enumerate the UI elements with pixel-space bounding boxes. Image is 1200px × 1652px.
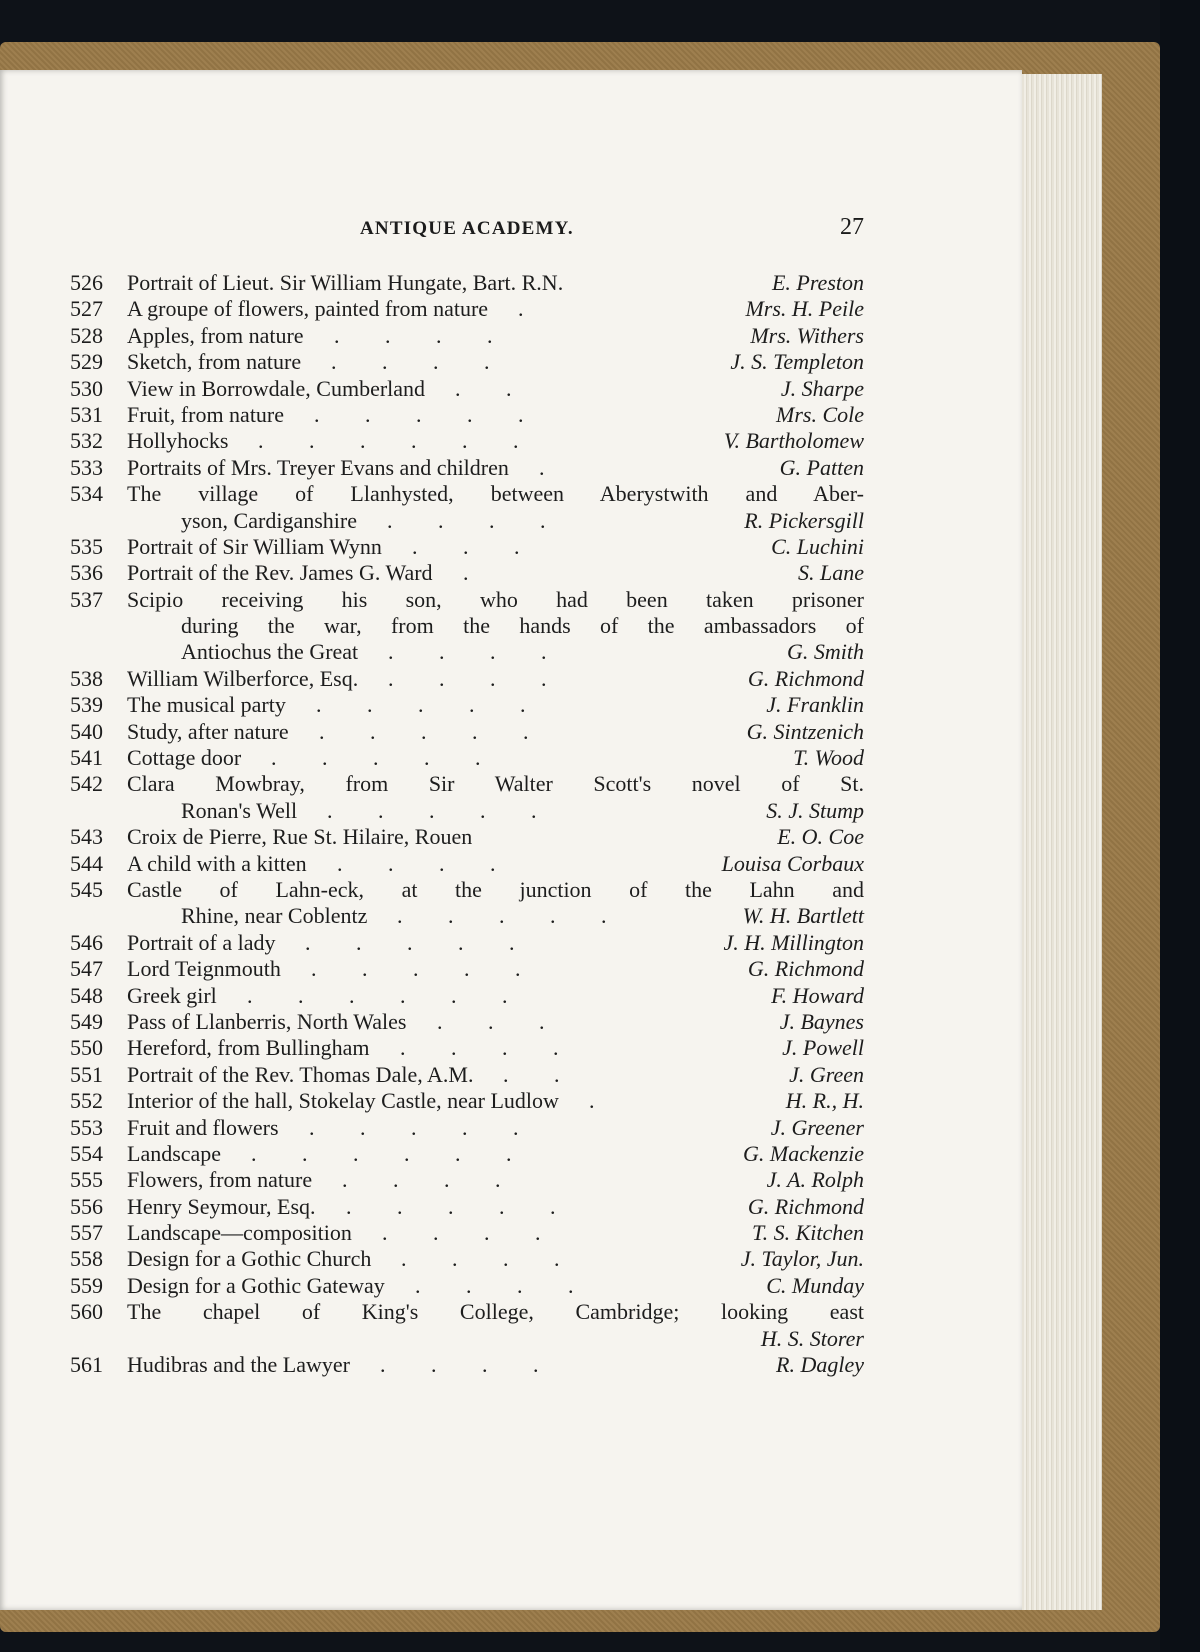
entry-line: [70, 296, 864, 322]
page-number: 27: [840, 214, 864, 240]
catalogue-entry: [70, 1088, 864, 1114]
entry-line: [70, 1062, 864, 1088]
catalogue-entry: [70, 666, 864, 692]
leader-dots: . . .: [437, 1008, 545, 1034]
entry-number: 549: [70, 1008, 103, 1034]
entry-title: Design for a Gothic Gateway: [127, 1272, 385, 1298]
entry-artist: C. Luchini: [771, 533, 864, 559]
catalogue-entry: [70, 1194, 864, 1220]
entry-line: [70, 798, 864, 824]
entry-artist: J. Sharpe: [780, 375, 864, 401]
leader-dots: . .: [455, 375, 512, 401]
leader-dots: . . . .: [337, 850, 496, 876]
catalogue-entry: [70, 1141, 864, 1167]
entry-title: Hereford, from Bullingham: [127, 1035, 370, 1061]
entry-artist: G. Mackenzie: [743, 1140, 864, 1166]
entry-line: [70, 1194, 864, 1220]
entry-title: Flowers, from nature: [127, 1167, 313, 1193]
entry-line: [70, 613, 864, 639]
catalogue-entries: [70, 270, 864, 1378]
leader-dots: . . . .: [382, 1220, 541, 1246]
entry-line: [70, 323, 864, 349]
entry-line: [70, 1273, 864, 1299]
entry-line: [70, 587, 864, 613]
entry-artist: J. A. Rolph: [766, 1167, 864, 1193]
entry-title: Landscape: [127, 1140, 222, 1166]
leader-dots: . . . . .: [314, 401, 524, 427]
entry-title: Pass of Llanberris, North Wales: [127, 1008, 407, 1034]
entry-title: A groupe of flowers, painted from nature: [127, 296, 489, 322]
entry-line: [70, 771, 864, 797]
catalogue-entry: [70, 1062, 864, 1088]
catalogue-entry: [70, 983, 864, 1009]
leader-dots: . . . . .: [305, 929, 515, 955]
leader-dots: . . .: [412, 533, 520, 559]
entry-title: Fruit and flowers: [127, 1114, 279, 1140]
entry-title: Apples, from nature: [127, 322, 304, 348]
entry-number: 553: [70, 1114, 103, 1140]
catalogue-entry: [70, 455, 864, 481]
entry-number: 560: [70, 1299, 103, 1325]
entry-line: [70, 1299, 864, 1325]
entry-line: [70, 956, 864, 982]
leader-dots: . . . . .: [397, 903, 607, 929]
leader-dots: . . . .: [380, 1352, 539, 1378]
leader-dots: . . . . .: [271, 745, 481, 771]
leader-dots: . . . . . .: [258, 428, 519, 454]
leader-dots: . . . .: [401, 1246, 560, 1272]
entry-artist: E. O. Coe: [777, 824, 864, 850]
entry-line: [70, 1035, 864, 1061]
running-title: ANTIQUE ACADEMY.: [360, 218, 574, 239]
catalogue-entry: [70, 771, 864, 824]
entry-number: 535: [70, 533, 103, 559]
entry-artist: G. Richmond: [747, 665, 864, 691]
leader-dots: . . . . . .: [251, 1140, 512, 1166]
entry-artist: W. H. Bartlett: [742, 903, 864, 929]
catalogue-entry: [70, 481, 864, 534]
leader-dots: . . . . .: [327, 797, 537, 823]
entry-artist: J. Franklin: [766, 692, 864, 718]
entry-number: 534: [70, 481, 103, 507]
entry-line: [70, 719, 864, 745]
entry-title-continued: Ronan's Well: [181, 797, 298, 823]
catalogue-entry: [70, 1009, 864, 1035]
catalogue-entry: [70, 1115, 864, 1141]
page-header: [70, 214, 864, 248]
leader-dots: . . . .: [331, 349, 490, 375]
entry-artist: C. Munday: [766, 1272, 864, 1298]
catalogue-entry: [70, 1273, 864, 1299]
entry-line: [70, 560, 864, 586]
catalogue-entry: [70, 851, 864, 877]
entry-title: Portraits of Mrs. Treyer Evans and children: [127, 454, 509, 480]
catalogue-entry: [70, 719, 864, 745]
entry-title: The village of Llanhysted, between Aberystwith and Aber-: [127, 481, 864, 507]
entry-title: A child with a kitten: [127, 850, 307, 876]
catalogue-entry: [70, 1352, 864, 1378]
leader-dots: . . . .: [334, 322, 493, 348]
entry-artist: G. Richmond: [747, 1193, 864, 1219]
entry-artist: S. Lane: [798, 560, 864, 586]
entry-line: [70, 481, 864, 507]
entry-number: 531: [70, 401, 103, 427]
leader-dots: . .: [503, 1061, 560, 1087]
catalogue-entry: [70, 349, 864, 375]
entry-artist: S. J. Stump: [766, 797, 864, 823]
catalogue-entry: [70, 877, 864, 930]
entry-line: [70, 1246, 864, 1272]
page-edges: [1022, 74, 1102, 1610]
entry-title: Design for a Gothic Church: [127, 1246, 372, 1272]
entry-artist: Mrs. Withers: [750, 322, 864, 348]
entry-title-continued: Antiochus the Great: [181, 639, 359, 665]
entry-line: [70, 376, 864, 402]
entry-line: [70, 903, 864, 929]
entry-line: [70, 270, 864, 296]
catalogue-entry: [70, 1035, 864, 1061]
entry-artist: H. S. Storer: [760, 1325, 864, 1351]
leader-dots: . . . .: [415, 1272, 574, 1298]
entry-title-continued: during the war, from the hands of the ambassadors of: [181, 613, 864, 639]
entry-artist: Louisa Corbaux: [721, 850, 864, 876]
entry-title: Clara Mowbray, from Sir Walter Scott's novel of St.: [127, 771, 864, 797]
entry-artist: H. R., H.: [785, 1088, 864, 1114]
entry-artist: G. Patten: [779, 454, 864, 480]
entry-line: [70, 745, 864, 771]
entry-title: Portrait of Lieut. Sir William Hungate, Bart. R.N.: [127, 270, 564, 295]
entry-number: 540: [70, 718, 103, 744]
catalogue-entry: [70, 402, 864, 428]
catalogue-entry: [70, 587, 864, 666]
entry-number: 545: [70, 876, 103, 902]
entry-title: Interior of the hall, Stokelay Castle, near Ludlow: [127, 1088, 559, 1114]
leader-dots: . . . . .: [309, 1114, 519, 1140]
leader-dots: . . . . . .: [247, 982, 508, 1008]
entry-title: Sketch, from nature: [127, 349, 302, 375]
entry-artist: J. S. Templeton: [730, 349, 864, 375]
entry-number: 550: [70, 1035, 103, 1061]
entry-number: 538: [70, 665, 103, 691]
entry-number: 527: [70, 296, 103, 322]
leader-dots: . . . .: [342, 1167, 501, 1193]
entry-line: [70, 534, 864, 560]
entry-artist: E. Preston: [771, 270, 864, 295]
catalogue-entry: [70, 930, 864, 956]
entry-title-continued: Rhine, near Coblentz: [181, 903, 368, 929]
entry-number: 543: [70, 824, 103, 850]
entry-artist: J. H. Millington: [723, 929, 864, 955]
background-strip: [1160, 0, 1200, 1652]
entry-artist: J. Green: [789, 1061, 864, 1087]
entry-number: 555: [70, 1167, 103, 1193]
leader-dots: .: [539, 454, 545, 480]
entry-line: [70, 402, 864, 428]
catalogue-entry: [70, 323, 864, 349]
entry-artist: Mrs. H. Peile: [745, 296, 864, 322]
catalogue-entry: [70, 270, 864, 296]
catalogue-entry: [70, 428, 864, 454]
entry-number: 526: [70, 270, 103, 295]
entry-title: Fruit, from nature: [127, 401, 285, 427]
catalogue-entry: [70, 560, 864, 586]
entry-title: Portrait of Sir William Wynn: [127, 533, 382, 559]
entry-line: [70, 1141, 864, 1167]
entry-title: Landscape—composition: [127, 1220, 352, 1246]
entry-line: [70, 666, 864, 692]
entry-number: 541: [70, 745, 103, 771]
entry-number: 552: [70, 1088, 103, 1114]
entry-number: 556: [70, 1193, 103, 1219]
entry-artist: G. Richmond: [747, 956, 864, 982]
entry-number: 544: [70, 850, 103, 876]
leader-dots: . . . .: [388, 665, 547, 691]
leader-dots: .: [518, 296, 524, 322]
entry-number: 554: [70, 1140, 103, 1166]
entry-number: 530: [70, 375, 103, 401]
catalogue-entry: [70, 824, 864, 850]
entry-number: 546: [70, 929, 103, 955]
entry-artist: T. Wood: [793, 745, 864, 771]
entry-number: 536: [70, 560, 103, 586]
entry-line: [70, 428, 864, 454]
entry-line: [70, 1167, 864, 1193]
catalogue-entry: [70, 534, 864, 560]
entry-number: 559: [70, 1272, 103, 1298]
entry-number: 547: [70, 956, 103, 982]
entry-number: 528: [70, 322, 103, 348]
entry-line: [70, 851, 864, 877]
entry-artist: J. Powell: [782, 1035, 864, 1061]
leader-dots: .: [463, 560, 469, 586]
entry-line: [70, 877, 864, 903]
entry-artist: R. Pickersgill: [744, 507, 864, 533]
leader-dots: . . . . .: [311, 956, 521, 982]
leader-dots: . . . . .: [316, 692, 526, 718]
entry-title: Lord Teignmouth: [127, 956, 281, 982]
leader-dots: . . . .: [387, 507, 546, 533]
entry-line: [70, 349, 864, 375]
entry-title: Cottage door: [127, 745, 242, 771]
entry-title-continued: yson, Cardiganshire: [181, 507, 357, 533]
entry-artist: G. Smith: [787, 639, 864, 665]
leader-dots: . . . . .: [346, 1193, 556, 1219]
catalogue-entry: [70, 1167, 864, 1193]
entry-number: 532: [70, 428, 103, 454]
entry-line: [70, 508, 864, 534]
entry-artist: J. Greener: [770, 1114, 864, 1140]
entry-number: 557: [70, 1220, 103, 1246]
entry-line: [70, 1220, 864, 1246]
entry-title: Henry Seymour, Esq.: [127, 1193, 316, 1219]
leader-dots: . . . . .: [319, 718, 529, 744]
entry-title: Hollyhocks: [127, 428, 229, 454]
entry-title: Castle of Lahn-eck, at the junction of the Lahn and: [127, 876, 864, 902]
entry-line: [70, 1115, 864, 1141]
entry-artist: J. Taylor, Jun.: [740, 1246, 864, 1272]
entry-number: 558: [70, 1246, 103, 1272]
entry-line: [70, 1326, 864, 1352]
entry-number: 533: [70, 454, 103, 480]
entry-line: [70, 455, 864, 481]
entry-title: William Wilberforce, Esq.: [127, 665, 359, 691]
entry-title: The chapel of King's College, Cambridge; looking east: [127, 1299, 864, 1325]
entry-title: Study, after nature: [127, 718, 289, 744]
entry-title: Portrait of a lady: [127, 929, 276, 955]
entry-title: Scipio receiving his son, who had been taken prisoner: [127, 586, 864, 612]
entry-line: [70, 930, 864, 956]
entry-title: Croix de Pierre, Rue St. Hilaire, Rouen: [127, 824, 473, 850]
entry-number: 542: [70, 771, 103, 797]
entry-number: 539: [70, 692, 103, 718]
entry-title: The musical party: [127, 692, 286, 718]
entry-line: [70, 692, 864, 718]
entry-artist: T. S. Kitchen: [751, 1220, 864, 1246]
entry-line: [70, 1088, 864, 1114]
entry-title: Portrait of the Rev. Thomas Dale, A.M.: [127, 1061, 474, 1087]
entry-title: Greek girl: [127, 982, 217, 1008]
entry-number: 548: [70, 982, 103, 1008]
entry-line: [70, 983, 864, 1009]
entry-number: 529: [70, 349, 103, 375]
catalogue-entry: [70, 1220, 864, 1246]
leader-dots: .: [589, 1088, 595, 1114]
entry-artist: R. Dagley: [776, 1352, 864, 1378]
catalogue-entry: [70, 956, 864, 982]
entry-title: Hudibras and the Lawyer: [127, 1352, 350, 1378]
catalogue-entry: [70, 296, 864, 322]
catalogue-entry: [70, 692, 864, 718]
entry-artist: J. Baynes: [779, 1008, 864, 1034]
entry-title: View in Borrowdale, Cumberland: [127, 375, 426, 401]
entry-artist: F. Howard: [771, 982, 864, 1008]
entry-artist: Mrs. Cole: [776, 401, 864, 427]
catalogue-entry: [70, 745, 864, 771]
leader-dots: . . . .: [400, 1035, 559, 1061]
entry-number: 561: [70, 1352, 103, 1378]
entry-line: [70, 1009, 864, 1035]
catalogue-entry: [70, 1246, 864, 1272]
entry-line: [70, 639, 864, 665]
entry-title: Portrait of the Rev. James G. Ward: [127, 560, 433, 586]
entry-artist: V. Bartholomew: [723, 428, 864, 454]
entry-number: 537: [70, 586, 103, 612]
leader-dots: . . . .: [388, 639, 547, 665]
entry-line: [70, 824, 864, 850]
entry-number: 551: [70, 1061, 103, 1087]
entry-artist: G. Sintzenich: [746, 718, 864, 744]
catalogue-entry: [70, 1299, 864, 1352]
catalogue-entry: [70, 376, 864, 402]
entry-line: [70, 1352, 864, 1378]
